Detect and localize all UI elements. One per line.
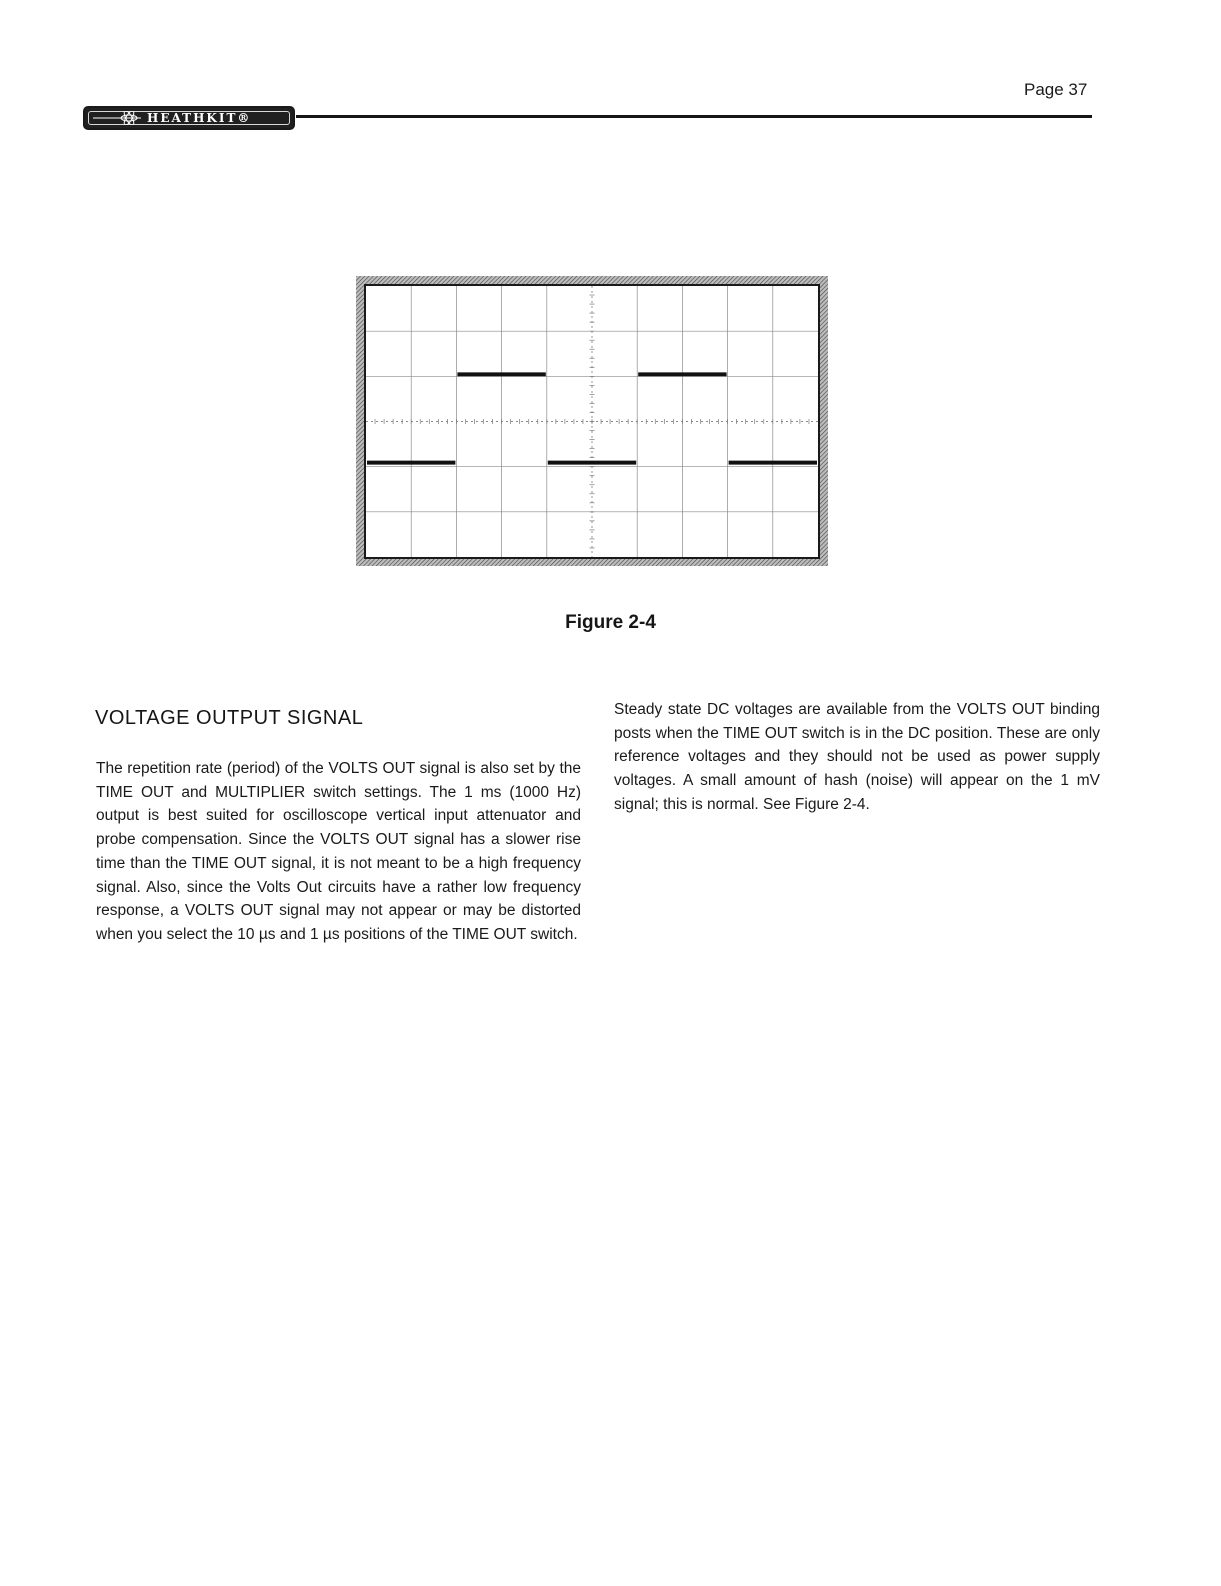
- section-heading: VOLTAGE OUTPUT SIGNAL: [95, 707, 364, 729]
- right-paragraph: Steady state DC voltages are available from the VOLTS OUT binding posts when the TIME OUT switch is in the DC position. These are only reference voltages and they should not be used as power supply voltages. A small amount of hash (noise) will appear on the 1 mV signal; this is normal. See Figure 2-4.: [614, 701, 1100, 813]
- heathkit-logo: [83, 106, 295, 130]
- oscilloscope-figure: [356, 276, 828, 566]
- atom-icon: [91, 111, 143, 125]
- header-rule: [296, 115, 1092, 118]
- page-number: Page 37: [1024, 80, 1088, 99]
- logo-wordmark: HEATHKIT®: [147, 111, 252, 125]
- left-paragraph: The repetition rate (period) of the VOLTS OUT signal is also set by the TIME OUT and MULTIPLIER switch settings. The 1 ms (1000 Hz) output is best suited for oscilloscope vertical input attenuator and probe compensation. Since the VOLTS OUT signal has a slower rise time than the TIME OUT signal, it is not meant to be a high frequency signal. Also, since the Volts Out circuits have a rather low frequency response, a VOLTS OUT signal may not appear or may be distorted when you select the 10 µs and 1 µs positions of the TIME OUT switch.: [96, 760, 581, 943]
- figure-caption: Figure 2-4: [565, 612, 656, 633]
